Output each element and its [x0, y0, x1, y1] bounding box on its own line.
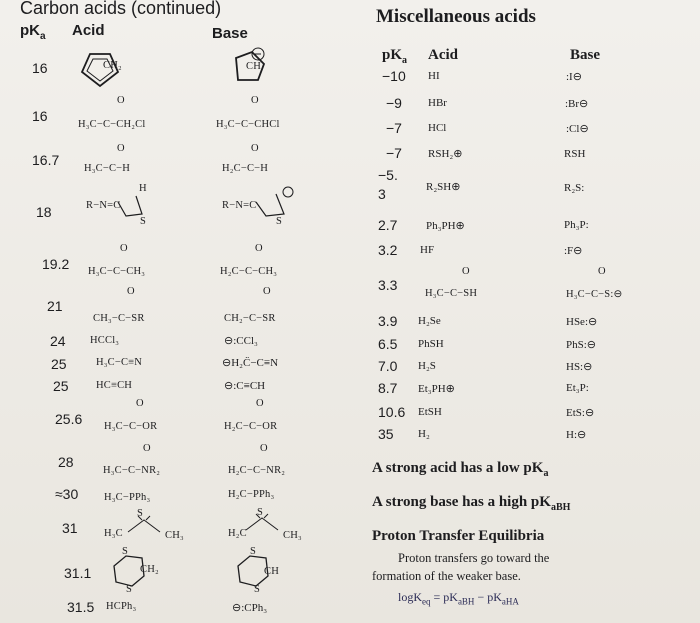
- left-header-base: Base: [212, 25, 248, 42]
- dithiane-s2-acid: S: [126, 584, 133, 595]
- right-pka-11: 7.0: [378, 358, 398, 374]
- right-base-11: HS:⊖: [566, 361, 593, 373]
- left-base-13: H₂C: [228, 528, 247, 539]
- cyclopentadiene-ring-acid: [72, 50, 132, 90]
- right-acid-14: H₂: [418, 428, 430, 440]
- left-acid-13-methyl: CH₃: [165, 530, 184, 541]
- left-base-7: ⊖:CCl₃: [224, 335, 258, 347]
- left-base-13-methyl: CH₃: [283, 530, 302, 541]
- right-base-5: R₂S:: [564, 182, 585, 194]
- right-base-3: :Cl⊖: [566, 123, 589, 135]
- right-acid-12: Et₃PH⊕: [418, 383, 455, 395]
- right-base-12: Et₃P:: [566, 382, 589, 394]
- proton-transfer-text-1: Proton transfers go toward the: [398, 551, 550, 565]
- thiazolylidene-s-base: S: [276, 216, 283, 227]
- carbonyl-o-base-5: O: [255, 243, 263, 254]
- carbonyl-o-base-11: O: [260, 443, 268, 454]
- right-pka-5-cont: 3: [378, 186, 386, 202]
- carbonyl-o-acid-2: O: [117, 95, 125, 106]
- right-pka-3: −7: [386, 120, 402, 136]
- right-base-10: PhS:⊖: [566, 339, 597, 351]
- right-base-8: H₃C−C−S:⊖: [566, 289, 623, 300]
- left-pka-2: 16: [32, 108, 48, 124]
- carbonyl-o-acid-5: O: [120, 243, 128, 254]
- left-acid-7: HCCl₃: [90, 335, 120, 346]
- right-pka-8: 3.3: [378, 277, 398, 293]
- left-acid-13: H₃C: [104, 528, 123, 539]
- left-pka-8: 25: [51, 356, 67, 372]
- right-acid-5: R₂SH⊕: [426, 181, 461, 193]
- right-base-9: HSe:⊖: [566, 316, 598, 328]
- sulfone-s-base: S: [257, 507, 264, 518]
- right-pka-9: 3.9: [378, 313, 398, 329]
- right-pka-10: 6.5: [378, 336, 398, 352]
- right-acid-4: RSH₂⊕: [428, 148, 463, 160]
- left-header-pka: $pK_a$: [20, 22, 46, 42]
- carbonyl-o-right-acid-8: O: [462, 266, 470, 277]
- left-base-11: H₂C−C−NR₂: [228, 465, 286, 476]
- right-pka-5: −5.: [378, 167, 398, 183]
- right-pka-6: 2.7: [378, 217, 398, 233]
- left-base-4: R−N=C: [222, 200, 257, 211]
- thiazolylidene-ring-base: [250, 186, 296, 222]
- sulfone-s-acid: S: [137, 508, 144, 519]
- dithiane-s2-base: S: [254, 584, 261, 595]
- right-pka-2: −9: [386, 95, 402, 111]
- right-acid-9: H₂Se: [418, 315, 441, 327]
- left-base-2: H₃C−C−CHCl: [216, 119, 280, 130]
- left-base-10: H₂C−C−OR: [224, 421, 278, 432]
- right-acid-10: PhSH: [418, 338, 444, 350]
- thiazolium-s-acid: S: [140, 216, 147, 227]
- carbonyl-o-acid-10: O: [136, 398, 144, 409]
- dithiane-s1-base: S: [250, 546, 257, 557]
- right-base-6: Ph₃P:: [564, 219, 589, 231]
- carbonyl-o-base-10: O: [256, 398, 264, 409]
- carbonyl-o-base-2: O: [251, 95, 259, 106]
- right-base-2: :Br⊖: [565, 98, 589, 110]
- left-acid-10: H₃C−C−OR: [104, 421, 158, 432]
- left-pka-9: 25: [53, 378, 69, 394]
- right-base-7: :F⊖: [564, 245, 583, 257]
- left-pka-7: 24: [50, 333, 66, 349]
- left-pka-12: ≈30: [55, 486, 79, 502]
- proton-transfer-heading: Proton Transfer Equilibria: [372, 528, 545, 544]
- right-base-1: :I⊖: [566, 71, 582, 83]
- right-base-4: RSH: [564, 148, 586, 160]
- left-acid-2: H₃C−C−CH₂Cl: [78, 119, 146, 130]
- left-pka-6: 21: [47, 298, 63, 314]
- thiazolium-h: H: [139, 183, 147, 194]
- left-base-9: ⊖:C≡CH: [224, 380, 266, 392]
- right-pka-7: 3.2: [378, 242, 398, 258]
- carbonyl-o-acid-3: O: [117, 143, 125, 154]
- carbonyl-o-acid-6: O: [127, 286, 135, 297]
- right-pka-1: −10: [382, 68, 406, 84]
- carbonyl-o-base-3: O: [251, 143, 259, 154]
- left-pka-1: 16: [32, 60, 48, 76]
- right-title: Miscellaneous acids: [376, 6, 536, 27]
- right-acid-13: EtSH: [418, 406, 442, 418]
- strong-acid-note: A strong acid has a low $pK_a$: [372, 460, 549, 479]
- right-header-acid: Acid: [428, 47, 458, 63]
- right-acid-3: HCl: [428, 122, 447, 134]
- left-pka-5: 19.2: [42, 256, 70, 272]
- carbonyl-o-base-6: O: [263, 286, 271, 297]
- left-base-15: ⊖:CPh₃: [232, 602, 268, 614]
- left-base-3: H₂C−C−H: [222, 163, 269, 174]
- right-pka-13: 10.6: [378, 404, 406, 420]
- left-base-12: H₂C−PPh₃: [228, 489, 275, 500]
- carbonyl-o-acid-11: O: [143, 443, 151, 454]
- left-acid-15: HCPh₃: [106, 601, 137, 612]
- right-acid-2: HBr: [428, 97, 447, 109]
- left-pka-3: 16.7: [32, 152, 60, 168]
- right-pka-14: 35: [378, 426, 394, 442]
- dithiane-s1-acid: S: [122, 546, 129, 557]
- left-base-14: CH: [264, 566, 279, 577]
- left-base-5: H₂C−C−CH₃: [220, 266, 278, 277]
- left-base-1: CH: [246, 61, 261, 72]
- equilibrium-formula: $\log K_{eq} = pK_{aBH} - pK_{aHA}$: [398, 590, 519, 607]
- left-acid-1: CH₂: [103, 60, 122, 71]
- left-acid-8: H₃C−C≡N: [96, 357, 143, 368]
- proton-transfer-text-2: formation of the weaker base.: [372, 569, 521, 583]
- right-acid-7: HF: [420, 244, 435, 256]
- left-acid-9: HC≡CH: [96, 380, 133, 391]
- right-acid-8: H₃C−C−SH: [425, 288, 478, 299]
- right-header-pka: $pK_a$: [382, 47, 408, 66]
- left-pka-14: 31.1: [64, 565, 92, 581]
- left-pka-13: 31: [62, 520, 78, 536]
- left-acid-5: H₃C−C−CH₃: [88, 266, 146, 277]
- left-pka-4: 18: [36, 204, 52, 220]
- left-acid-11: H₃C−C−NR₂: [103, 465, 161, 476]
- left-acid-12: H₃C−PPh₃: [104, 492, 151, 503]
- left-acid-3: H₃C−C−H: [84, 163, 131, 174]
- right-header-base: Base: [570, 47, 600, 63]
- left-acid-4: R−N=C: [86, 200, 121, 211]
- carbonyl-o-right-base-8: O: [598, 266, 606, 277]
- left-header-acid: Acid: [72, 22, 105, 39]
- right-acid-6: Ph₃PH⊕: [426, 220, 465, 232]
- left-base-6: CH₂−C−SR: [224, 313, 276, 324]
- right-pka-4: −7: [386, 145, 402, 161]
- left-acid-6: CH₃−C−SR: [93, 313, 145, 324]
- left-base-8: ⊖H₂C̈−C≡N: [222, 357, 279, 369]
- left-pka-11: 28: [58, 454, 74, 470]
- right-base-13: EtS:⊖: [566, 407, 595, 419]
- left-title: Carbon acids (continued): [20, 0, 222, 18]
- right-base-14: H:⊖: [566, 429, 587, 441]
- right-acid-11: H₂S: [418, 360, 436, 372]
- left-pka-15: 31.5: [67, 599, 95, 615]
- left-pka-10: 25.6: [55, 411, 83, 427]
- left-acid-14: CH₂: [140, 564, 159, 575]
- right-pka-12: 8.7: [378, 380, 398, 396]
- strong-base-note: A strong base has a high $pK_{aBH}$: [372, 494, 571, 513]
- right-acid-1: HI: [428, 70, 440, 82]
